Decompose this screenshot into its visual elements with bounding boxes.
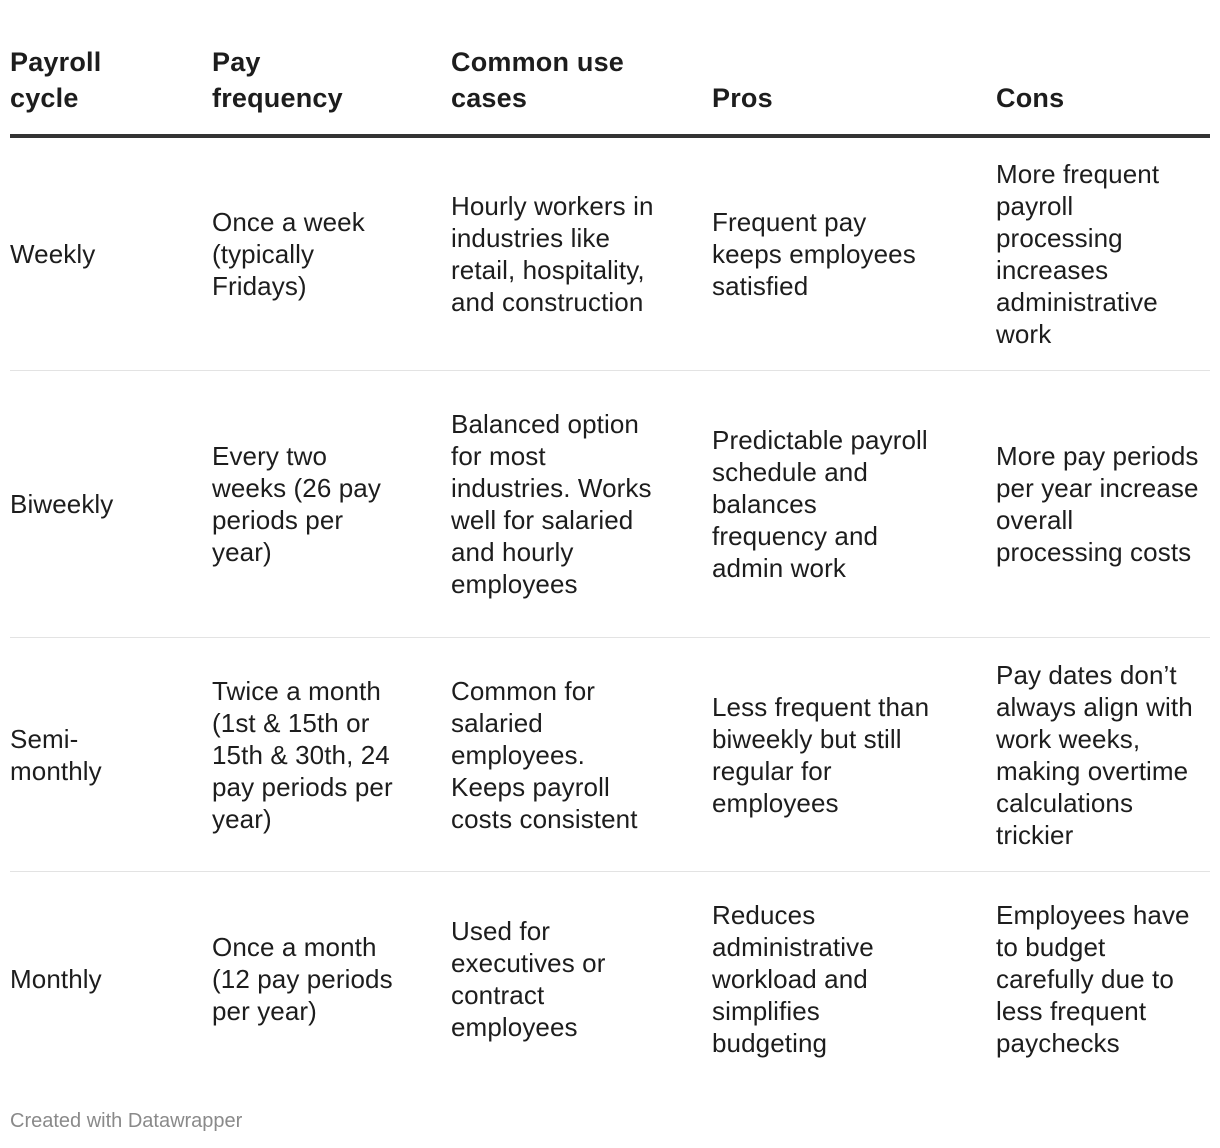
table-row: [10, 136, 1210, 371]
cell-pay-frequency: Once a month (12 pay periods per year): [212, 931, 393, 1026]
header-payroll-cycle: Payroll cycle: [10, 44, 212, 136]
table-body: [10, 136, 1210, 1085]
cell-common-use-cases: Common for salaried employees. Keeps payroll costs consistent: [451, 638, 712, 872]
payroll-cycle-table: [10, 44, 1210, 1085]
cell-common-use-cases: Balanced option for most industries. Works well for salaried and hourly employees: [451, 371, 712, 638]
cell-cons: Employees have to budget carefully due to less frequent paychecks: [996, 899, 1190, 1058]
cell-pros: Less frequent than biweekly but still regular for employees: [712, 638, 996, 872]
cell-payroll-cycle: Weekly: [10, 136, 212, 371]
cell-payroll-cycle: Semi-monthly: [10, 638, 212, 872]
header-cons: Cons: [996, 44, 1210, 136]
cell-pros: Reduces administrative workload and simplifies budgeting: [712, 899, 874, 1058]
cell-pros: Frequent pay keeps employees satisfied: [712, 136, 996, 371]
cell-cons: More pay periods per year increase overall processing costs: [996, 371, 1210, 638]
table-row: [10, 371, 1210, 638]
cell-cons: Pay dates don’t always align with work weeks, making overtime calculations trickier: [996, 638, 1210, 872]
cell-pay-frequency: Twice a month (1st & 15th or 15th & 30th, 24 pay periods per year): [212, 638, 451, 872]
cell-pay-frequency: Every two weeks (26 pay periods per year): [212, 371, 451, 638]
table-header: [10, 44, 1210, 136]
header-pros: Pros: [712, 44, 996, 136]
cell-cons: More frequent payroll processing increases administrative work: [996, 136, 1210, 371]
cell-common-use-cases: Hourly workers in industries like retail, hospitality, and construction: [451, 136, 712, 371]
header-common-use-cases: Common use cases: [451, 44, 712, 136]
cell-common-use-cases: Used for executives or contract employees: [451, 915, 606, 1042]
cell-payroll-cycle: Monthly: [10, 963, 102, 994]
cell-payroll-cycle: Biweekly: [10, 371, 212, 638]
header-row: [10, 44, 1210, 136]
datawrapper-credit: Created with Datawrapper: [10, 1110, 243, 1132]
header-pay-frequency: Pay frequency: [212, 44, 451, 136]
table-row: [10, 638, 1210, 872]
payroll-cycle-table-container: [10, 44, 1210, 1085]
cell-pay-frequency: Once a week (typically Fridays): [212, 136, 451, 371]
table-row: [10, 872, 1210, 1086]
cell-pros: Predictable payroll schedule and balances frequency and admin work: [712, 371, 996, 638]
